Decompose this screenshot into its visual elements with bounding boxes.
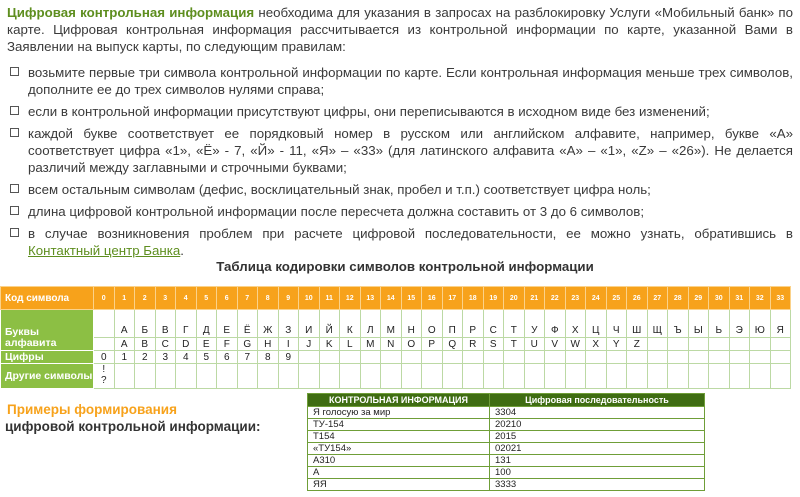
russian-letter-cell: Е (217, 310, 238, 338)
other-symbol-cell (155, 364, 176, 389)
russian-letter-cell: Б (135, 310, 156, 338)
digit-cell (586, 351, 607, 364)
examples-header-row (308, 394, 705, 407)
digit-cell (422, 351, 443, 364)
code-cell: 29 (688, 287, 709, 310)
other-symbol-cell (319, 364, 340, 389)
checkbox-bullet-icon (10, 128, 19, 137)
other-symbol-cell (135, 364, 156, 389)
russian-letter-cell: Т (504, 310, 525, 338)
latin-letter-cell: G (237, 338, 258, 351)
example-digits-cell: 2015 (490, 431, 705, 443)
digit-cell: 6 (217, 351, 238, 364)
example-digits-cell: 20210 (490, 419, 705, 431)
russian-letter-cell: В (155, 310, 176, 338)
rule-item: если в контрольной информации присутствуют цифры, они переписываются в исходном виде без изменений; (7, 103, 793, 120)
coding-table-title: Таблица кодировки символов контрольной информации (216, 259, 594, 274)
digit-cell (750, 351, 771, 364)
other-symbol-cell (647, 364, 668, 389)
other-symbol-cell (258, 364, 279, 389)
digit-cell (545, 351, 566, 364)
rule-item: всем остальным символам (дефис, восклицательный знак, пробел и т.п.) соответствует цифра ноль; (7, 181, 793, 198)
code-cell: 2 (135, 287, 156, 310)
russian-letter-cell: Ъ (668, 310, 689, 338)
other-symbol-cell (524, 364, 545, 389)
example-row (308, 419, 705, 431)
digit-cell (709, 351, 730, 364)
code-cell: 7 (237, 287, 258, 310)
example-digits-cell: 131 (490, 455, 705, 467)
other-symbol-cell (770, 364, 791, 389)
contact-center-link[interactable]: Контактный центр Банка (28, 243, 181, 258)
code-cell: 14 (381, 287, 402, 310)
other-symbol-cell (463, 364, 484, 389)
other-symbol-cell (299, 364, 320, 389)
other-symbol-cell (381, 364, 402, 389)
code-cell: 26 (627, 287, 648, 310)
russian-letter-cell: Д (196, 310, 217, 338)
digit-cell (340, 351, 361, 364)
digit-cell: 8 (258, 351, 279, 364)
latin-letter-cell: P (422, 338, 443, 351)
latin-letter-cell: E (196, 338, 217, 351)
code-cell: 18 (463, 287, 484, 310)
other-symbol-cell (750, 364, 771, 389)
code-cell: 12 (340, 287, 361, 310)
code-cell: 3 (155, 287, 176, 310)
latin-letter-cell: J (299, 338, 320, 351)
digit-cell (504, 351, 525, 364)
latin-letter-cell: K (319, 338, 340, 351)
col2-header: Цифровая последовательность (490, 394, 705, 407)
latin-letter-cell: L (340, 338, 361, 351)
russian-letter-cell: Х (565, 310, 586, 338)
code-cell: 10 (299, 287, 320, 310)
example-digits-cell: 3304 (490, 407, 705, 419)
latin-letter-cell (750, 338, 771, 351)
russian-letter-cell: Н (401, 310, 422, 338)
digit-cell: 9 (278, 351, 299, 364)
code-label: Код символа (1, 287, 94, 310)
examples-title-line1: Примеры формирования (7, 402, 177, 417)
digit-cell (668, 351, 689, 364)
code-cell: 30 (709, 287, 730, 310)
example-row (308, 431, 705, 443)
other-symbol-cell (422, 364, 443, 389)
digit-cell (299, 351, 320, 364)
latin-letter-cell: V (545, 338, 566, 351)
digit-cell (688, 351, 709, 364)
latin-letter-cell (668, 338, 689, 351)
checkbox-bullet-icon (10, 228, 19, 237)
digit-cell (442, 351, 463, 364)
russian-letter-cell: О (422, 310, 443, 338)
latin-letter-cell (770, 338, 791, 351)
examples-table (307, 393, 705, 491)
code-cell: 13 (360, 287, 381, 310)
digit-cell: 7 (237, 351, 258, 364)
russian-letter-cell: Ч (606, 310, 627, 338)
russian-letter-cell: А (114, 310, 135, 338)
other-symbol-cell (176, 364, 197, 389)
rule-item: в случае возникновения проблем при расчете цифровой последовательности, ее можно узнать, обратившись в Контактный центр Банка. (7, 225, 793, 259)
examples-title (5, 401, 261, 435)
other-symbol-cell (196, 364, 217, 389)
other-label: Другие символы (1, 364, 94, 389)
russian-letter-cell: Ф (545, 310, 566, 338)
code-cell: 21 (524, 287, 545, 310)
russian-letter-cell: Ь (709, 310, 730, 338)
example-info-cell: А (308, 467, 490, 479)
other-symbol-cell (545, 364, 566, 389)
latin-letter-cell: Y (606, 338, 627, 351)
other-symbol-cell (668, 364, 689, 389)
code-cell: 6 (217, 287, 238, 310)
russian-letter-cell: Ж (258, 310, 279, 338)
digit-cell (627, 351, 648, 364)
russian-letter-cell: Ы (688, 310, 709, 338)
digit-cell (729, 351, 750, 364)
rule-item: возьмите первые три символа контрольной информации по карте. Если контрольная информация меньше трех символов, дополните ее до трех символов нулями справа; (7, 64, 793, 98)
code-cell: 8 (258, 287, 279, 310)
code-cell: 0 (94, 287, 115, 310)
digit-cell: 2 (135, 351, 156, 364)
intro-title: Цифровая контрольная информация (7, 5, 255, 20)
code-cell: 1 (114, 287, 135, 310)
code-cell: 22 (545, 287, 566, 310)
latin-letter-cell: F (217, 338, 238, 351)
other-symbol-cell (565, 364, 586, 389)
other-symbol-cell (401, 364, 422, 389)
coding-table (0, 286, 791, 389)
latin-letter-cell: X (586, 338, 607, 351)
russian-letter-cell: Щ (647, 310, 668, 338)
russian-letter-cell: П (442, 310, 463, 338)
example-row (308, 407, 705, 419)
latin-letter-cell: O (401, 338, 422, 351)
checkbox-bullet-icon (10, 206, 19, 215)
digit-cell: 5 (196, 351, 217, 364)
code-cell: 5 (196, 287, 217, 310)
digit-cell (401, 351, 422, 364)
code-cell: 31 (729, 287, 750, 310)
code-cell: 9 (278, 287, 299, 310)
other-symbol-cell (606, 364, 627, 389)
digit-cell: 1 (114, 351, 135, 364)
other-symbol-cell (688, 364, 709, 389)
latin-letter-cell: T (504, 338, 525, 351)
russian-letter-cell: Ю (750, 310, 771, 338)
digit-cell (606, 351, 627, 364)
other-symbol-cell: ! ? (94, 364, 115, 389)
example-info-cell: ЯЯ (308, 479, 490, 491)
digit-cell (524, 351, 545, 364)
example-row (308, 455, 705, 467)
rule-item: длина цифровой контрольной информации после пересчета должна составить от 3 до 6 символов; (7, 203, 793, 220)
latin-letter-cell: W (565, 338, 586, 351)
russian-letter-cell (94, 310, 115, 338)
digit-cell (360, 351, 381, 364)
latin-letter-cell: D (176, 338, 197, 351)
latin-letter-cell (94, 338, 115, 351)
example-info-cell: ТУ-154 (308, 419, 490, 431)
latin-letter-cell: R (463, 338, 484, 351)
russian-letter-cell: Э (729, 310, 750, 338)
intro-paragraph (7, 4, 793, 55)
code-row (1, 287, 791, 310)
russian-letter-cell: З (278, 310, 299, 338)
code-cell: 20 (504, 287, 525, 310)
latin-letter-cell: Z (627, 338, 648, 351)
code-cell: 23 (565, 287, 586, 310)
other-symbol-cell (340, 364, 361, 389)
other-symbol-cell (217, 364, 238, 389)
russian-letter-cell: Ц (586, 310, 607, 338)
russian-letter-cell: К (340, 310, 361, 338)
latin-letter-cell: M (360, 338, 381, 351)
digit-cell (770, 351, 791, 364)
russian-letter-cell: Я (770, 310, 791, 338)
digit-cell (647, 351, 668, 364)
code-cell: 33 (770, 287, 791, 310)
code-cell: 15 (401, 287, 422, 310)
digit-cell (463, 351, 484, 364)
other-row (1, 364, 791, 389)
digit-cell (381, 351, 402, 364)
russian-letter-cell: М (381, 310, 402, 338)
latin-letter-cell (647, 338, 668, 351)
russian-letter-cell: Й (319, 310, 340, 338)
latin-letter-cell: Q (442, 338, 463, 351)
col1-header: КОНТРОЛЬНАЯ ИНФОРМАЦИЯ (308, 394, 490, 407)
example-info-cell: Я голосую за мир (308, 407, 490, 419)
latin-letter-cell: N (381, 338, 402, 351)
digit-cell: 3 (155, 351, 176, 364)
example-row (308, 479, 705, 491)
code-cell: 16 (422, 287, 443, 310)
latin-letter-cell: A (114, 338, 135, 351)
russian-letter-cell: Р (463, 310, 484, 338)
digit-cell (483, 351, 504, 364)
checkbox-bullet-icon (10, 67, 19, 76)
russian-letter-cell: Ш (627, 310, 648, 338)
rules-list (7, 64, 793, 264)
example-digits-cell: 3333 (490, 479, 705, 491)
latin-letter-cell: S (483, 338, 504, 351)
russian-letter-cell: Ё (237, 310, 258, 338)
digit-cell (319, 351, 340, 364)
latin-letter-cell: H (258, 338, 279, 351)
code-cell: 19 (483, 287, 504, 310)
other-symbol-cell (360, 364, 381, 389)
digit-cell: 0 (94, 351, 115, 364)
checkbox-bullet-icon (10, 184, 19, 193)
russian-letter-cell: И (299, 310, 320, 338)
example-info-cell: А310 (308, 455, 490, 467)
intro-text: необходима для указания в запросах на разблокировку Услуги «Мобильный банк» по карте. Цифровая контрольная информация рассчитывается из контрольной информации по карте, указанной Вами в Заявлении на выпуск карты, по следующим правилам: (7, 5, 793, 54)
other-symbol-cell (504, 364, 525, 389)
latin-letter-cell (729, 338, 750, 351)
other-symbol-cell (709, 364, 730, 389)
latin-letter-cell: B (135, 338, 156, 351)
examples-title-line2: цифровой контрольной информации: (5, 419, 261, 434)
code-cell: 24 (586, 287, 607, 310)
code-cell: 11 (319, 287, 340, 310)
code-cell: 4 (176, 287, 197, 310)
example-info-cell: Т154 (308, 431, 490, 443)
example-row (308, 467, 705, 479)
other-symbol-cell (586, 364, 607, 389)
latin-letter-cell (688, 338, 709, 351)
example-info-cell: «ТУ154» (308, 443, 490, 455)
digit-cell: 4 (176, 351, 197, 364)
digit-cell (565, 351, 586, 364)
digits-label: Цифры (1, 351, 94, 364)
checkbox-bullet-icon (10, 106, 19, 115)
example-digits-cell: 02021 (490, 443, 705, 455)
other-symbol-cell (483, 364, 504, 389)
code-cell: 25 (606, 287, 627, 310)
latin-row (1, 338, 791, 351)
latin-letter-cell (709, 338, 730, 351)
latin-letter-cell: C (155, 338, 176, 351)
example-row (308, 443, 705, 455)
other-symbol-cell (729, 364, 750, 389)
russian-letter-cell: Г (176, 310, 197, 338)
code-cell: 17 (442, 287, 463, 310)
letters-label: Буквы алфавита (1, 310, 94, 351)
other-symbol-cell (114, 364, 135, 389)
other-symbol-cell (627, 364, 648, 389)
code-cell: 32 (750, 287, 771, 310)
code-cell: 27 (647, 287, 668, 310)
rule-item: каждой букве соответствует ее порядковый номер в русском или английском алфавите, например, букве «А» соответствует цифра «1», «Ё» - 7, «Й» - 11, «Я» – «33» (для латинского алфавита «А» – «1», «Z» – «26»). Не делается различий между заглавными и строчными буквами; (7, 125, 793, 176)
letters-row (1, 310, 791, 338)
russian-letter-cell: Л (360, 310, 381, 338)
other-symbol-cell (278, 364, 299, 389)
russian-letter-cell: У (524, 310, 545, 338)
code-cell: 28 (668, 287, 689, 310)
latin-letter-cell: U (524, 338, 545, 351)
latin-letter-cell: I (278, 338, 299, 351)
other-symbol-cell (237, 364, 258, 389)
other-symbol-cell (442, 364, 463, 389)
digits-row (1, 351, 791, 364)
russian-letter-cell: С (483, 310, 504, 338)
example-digits-cell: 100 (490, 467, 705, 479)
